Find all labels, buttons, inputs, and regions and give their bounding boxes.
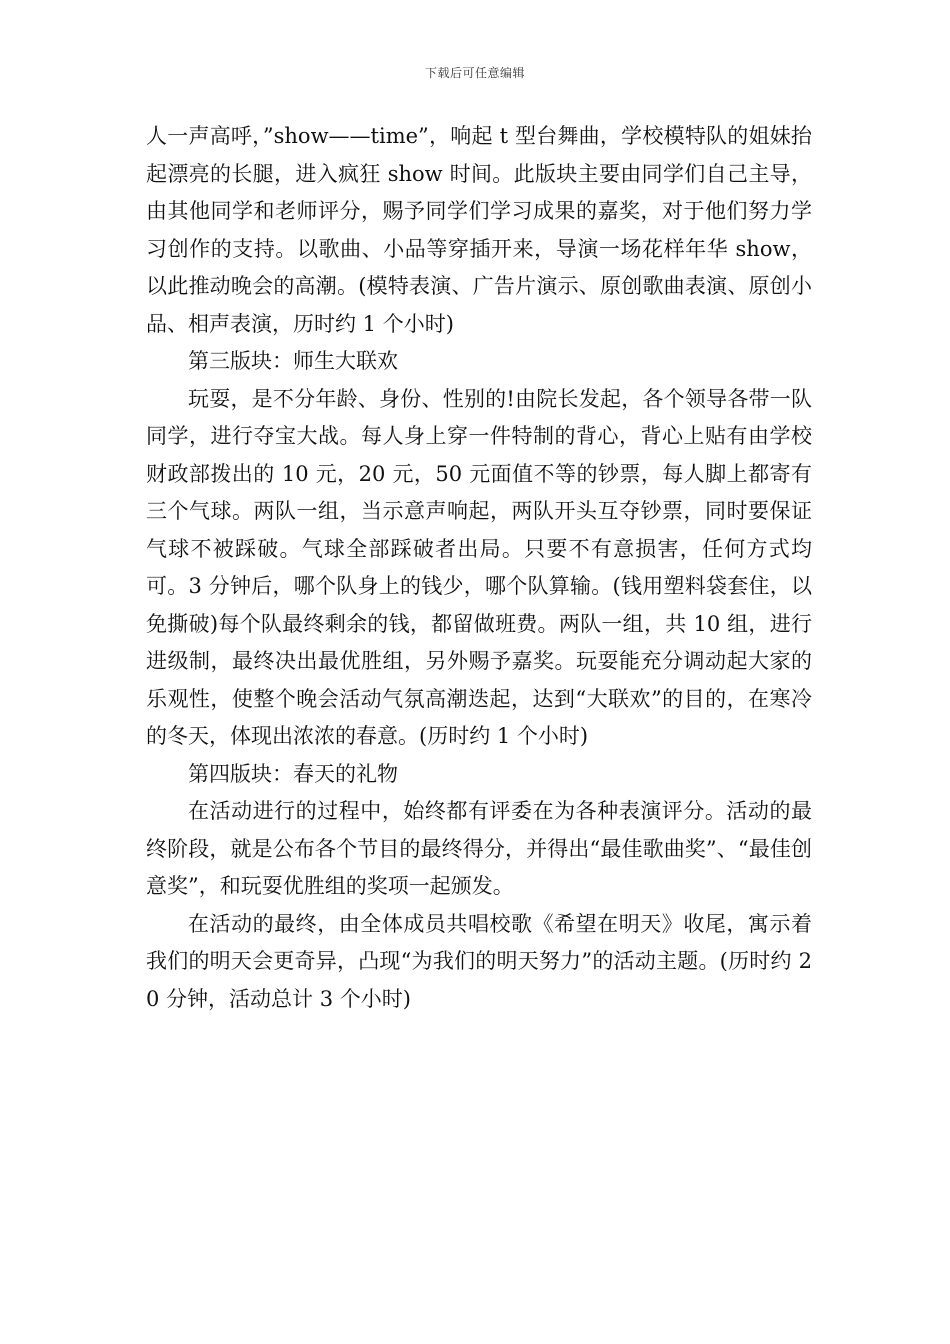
document-body (146, 118, 812, 1018)
paragraph-show-time: 人一声高呼，”show——time”，响起 t 型台舞曲，学校模特队的姐妹抬起漂亮的长腿，进入疯狂 show 时间。此版块主要由同学们自己主导，由其他同学和老师评分，赐予同学们学习成果的嘉奖，对于他们努力学习创作的支持。以歌曲、小品等穿插开来，导演一场花样年华 show，以此推动晚会的高潮。(模特表演、广告片演示、原创歌曲表演、原创小品、相声表演，历时约 1 个小时) (146, 124, 812, 336)
page-header: 下载后可任意编辑 (424, 66, 525, 80)
paragraph-section-4: 在活动进行的过程中，始终都有评委在为各种表演评分。活动的最终阶段，就是公布各个节目的最终得分，并得出“最佳歌曲奖”、“最佳创意奖”，和玩耍优胜组的奖项一起颁发。 (146, 799, 812, 898)
paragraph-section-3: 玩耍，是不分年龄、身份、性别的!由院长发起，各个领导各带一队同学，进行夺宝大战。每人身上穿一件特制的背心，背心上贴有由学校财政部拨出的 10 元，20 元，50 元面值不等的钞票，每人脚上都寄有三个气球。两队一组，当示意声响起，两队开头互夺钞票，同时要保证气球不被踩破。气球全部踩破者出局。只要不有意损害，任何方式均可。3 分钟后，哪个队身上的钱少，哪个队算输。(钱用塑料袋套住，以免撕破)每个队最终剩余的钱，都留做班费。两队一组，共 10 组，进行进级制，最终决出最优胜组，另外赐予嘉奖。玩耍能充分调动起大家的乐观性，使整个晚会活动气氛高潮迭起，达到“大联欢”的目的，在寒冷的冬天，体现出浓浓的春意。(历时约 1 个小时) (146, 386, 812, 748)
paragraph-closing: 在活动的最终，由全体成员共唱校歌《希望在明天》收尾，寓示着我们的明天会更奇异，凸现“为我们的明天努力”的活动主题。(历时约 20 分钟，活动总计 3 个小时) (146, 911, 812, 1011)
section-heading-4: 第四版块：春天的礼物 (188, 761, 398, 786)
section-heading-3: 第三版块：师生大联欢 (188, 349, 398, 373)
